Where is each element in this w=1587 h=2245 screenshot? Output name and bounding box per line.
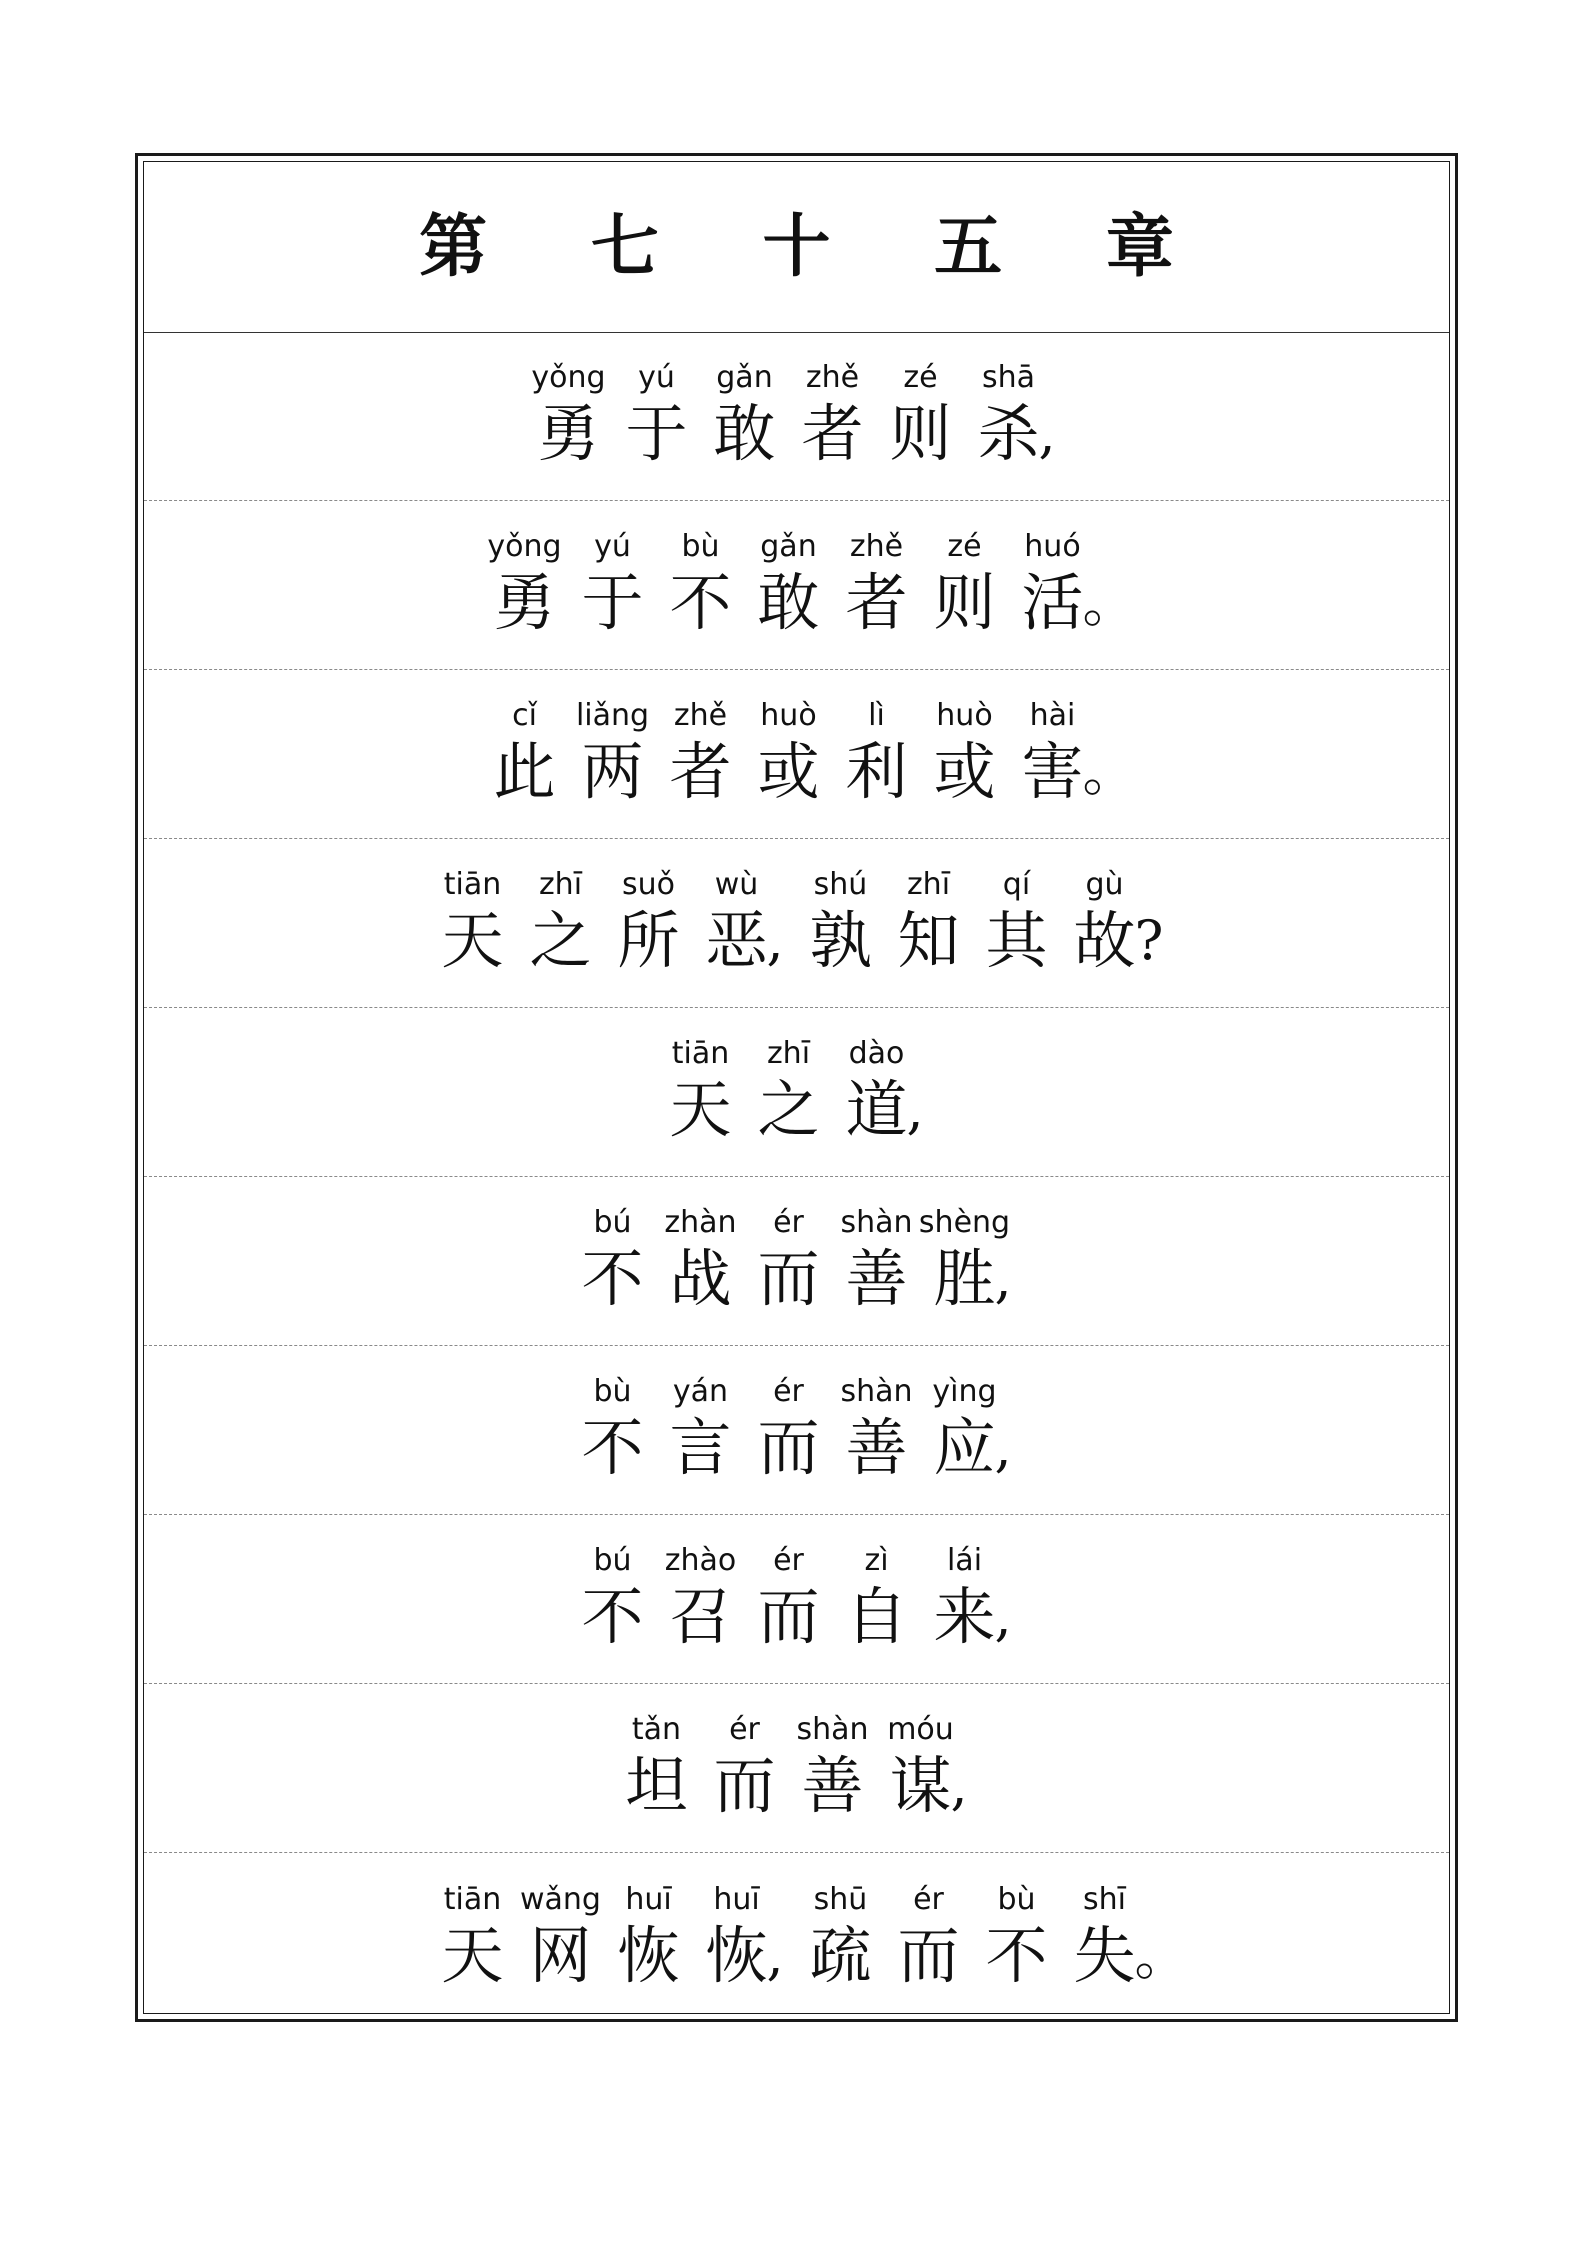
hanzi: 则 [933, 566, 996, 639]
hanzi: 其 [985, 904, 1048, 977]
hanzi: 不 [581, 1411, 644, 1484]
pinyin: huī [713, 1881, 760, 1917]
hanzi: 天 [441, 1918, 504, 1992]
hanzi: 言 [669, 1411, 732, 1484]
verse-row [144, 839, 1449, 1008]
punctuation: , [766, 1923, 784, 1987]
verse-line [569, 1543, 1025, 1655]
ruby-char [481, 698, 569, 810]
hanzi: 失 [1073, 1918, 1136, 1992]
ruby-char [517, 1882, 605, 1994]
verse-row [144, 501, 1449, 670]
ruby-char [613, 360, 701, 472]
hanzi: 此 [493, 735, 556, 808]
pinyin: shā [981, 360, 1036, 395]
hanzi: 善 [845, 1242, 908, 1315]
ruby-char [605, 867, 693, 979]
ruby-char [657, 698, 745, 810]
ruby-char [605, 1882, 693, 1994]
ruby-char [569, 1543, 657, 1655]
ruby-char [797, 867, 885, 979]
punctuation: , [950, 1754, 968, 1817]
hanzi: 不 [581, 1242, 644, 1315]
verse-line [429, 1881, 1189, 1994]
ruby-char [885, 867, 973, 979]
ruby-char [745, 1036, 833, 1148]
verse-row [144, 332, 1449, 501]
ruby-char [745, 1543, 833, 1655]
hanzi: 善 [845, 1411, 908, 1484]
punctuation: , [906, 1078, 924, 1141]
pinyin: zì [864, 1543, 889, 1578]
pinyin: zé [903, 360, 938, 395]
punctuation: , [1038, 402, 1056, 465]
pinyin: zhě [673, 698, 728, 733]
text-lines [144, 332, 1449, 2013]
ruby-char [657, 1205, 745, 1317]
verse-row [144, 670, 1449, 839]
pinyin: tǎn [631, 1712, 682, 1747]
ruby-char [569, 1205, 657, 1317]
pinyin: shū [813, 1881, 868, 1917]
pinyin: wù [714, 867, 759, 902]
hanzi: 害 [1021, 735, 1084, 808]
hanzi: 或 [757, 735, 820, 808]
verse-line [613, 1712, 981, 1824]
hanzi: 勇 [493, 566, 556, 639]
hanzi: 恢 [705, 1918, 768, 1992]
pinyin: ér [773, 1543, 804, 1578]
pinyin: lái [946, 1543, 983, 1578]
pinyin: suǒ [622, 867, 675, 902]
hanzi: 故 [1073, 904, 1136, 977]
pinyin: shī [1083, 1881, 1126, 1917]
pinyin: ér [729, 1712, 760, 1747]
pinyin: huò [936, 698, 993, 733]
hanzi: 恢 [617, 1918, 680, 1992]
pinyin: bù [681, 529, 720, 564]
hanzi: 召 [669, 1580, 732, 1653]
pinyin: zhào [664, 1543, 737, 1578]
hanzi: 者 [801, 397, 864, 470]
pinyin: gǎn [716, 360, 773, 395]
hanzi: 不 [669, 566, 732, 639]
pinyin: liǎng [575, 698, 650, 733]
pinyin: ér [913, 1881, 944, 1917]
ruby-char [613, 1712, 701, 1824]
hanzi: 而 [897, 1918, 960, 1992]
ruby-char [569, 1374, 657, 1486]
pinyin: bú [593, 1543, 632, 1578]
hanzi: 之 [757, 1073, 820, 1146]
pinyin: qí [1002, 867, 1031, 902]
hanzi: 活 [1021, 566, 1084, 639]
hanzi: 者 [669, 735, 732, 808]
ruby-char [885, 1882, 973, 1994]
pinyin: bù [997, 1881, 1036, 1917]
pinyin: huó [1024, 529, 1081, 564]
hanzi: 应 [933, 1411, 996, 1484]
punctuation: ? [1134, 909, 1164, 972]
ruby-char [745, 1205, 833, 1317]
ruby-char [973, 1882, 1061, 1994]
hanzi: 谋 [889, 1749, 952, 1822]
pinyin: yìng [932, 1374, 997, 1409]
punctuation: 。 [1134, 1923, 1189, 1987]
hanzi: 利 [845, 735, 908, 808]
hanzi: 敢 [713, 397, 776, 470]
verse-row [144, 1853, 1449, 2022]
pinyin: tiān [443, 1881, 502, 1917]
verse-line [569, 1374, 1025, 1486]
ruby-char [657, 1543, 745, 1655]
pinyin: zhě [849, 529, 904, 564]
ruby-char [517, 867, 605, 979]
hanzi: 不 [581, 1580, 644, 1653]
ruby-char [973, 867, 1061, 979]
ruby-char [481, 529, 569, 641]
ruby-char [797, 1882, 885, 1994]
punctuation: 。 [1082, 740, 1137, 803]
pinyin: zé [947, 529, 982, 564]
verse-line [481, 698, 1137, 810]
verse-line [525, 360, 1069, 472]
hanzi: 敢 [757, 566, 820, 639]
pinyin: zhī [906, 867, 951, 902]
verse-line [429, 867, 1165, 979]
hanzi: 而 [757, 1411, 820, 1484]
hanzi: 两 [581, 735, 644, 808]
hanzi: 之 [529, 904, 592, 977]
ruby-char [833, 698, 921, 810]
hanzi: 所 [617, 904, 680, 977]
hanzi: 者 [845, 566, 908, 639]
pinyin: gǎn [760, 529, 817, 564]
pinyin: gù [1085, 867, 1124, 902]
hanzi: 善 [801, 1749, 864, 1822]
hanzi: 坦 [625, 1749, 688, 1822]
verse-row [144, 1346, 1449, 1515]
title-row [144, 162, 1449, 333]
ruby-char [921, 529, 1009, 641]
verse-row [144, 1008, 1449, 1177]
pinyin: yán [672, 1374, 729, 1409]
verse-line [569, 1205, 1025, 1317]
pinyin: zhī [766, 1036, 811, 1071]
hanzi: 而 [757, 1580, 820, 1653]
pinyin: shèng [918, 1205, 1011, 1240]
punctuation: , [994, 1585, 1012, 1648]
pinyin: huī [625, 1881, 672, 1917]
hanzi: 于 [625, 397, 688, 470]
hanzi: 而 [757, 1242, 820, 1315]
hanzi: 来 [933, 1580, 996, 1653]
pinyin: dào [848, 1036, 905, 1071]
pinyin: zhī [538, 867, 583, 902]
ruby-char [701, 360, 789, 472]
pinyin: zhàn [664, 1205, 737, 1240]
hanzi: 网 [529, 1918, 592, 1992]
page-frame [135, 153, 1458, 2022]
ruby-char [657, 529, 745, 641]
ruby-char [429, 1882, 517, 1994]
ruby-char [569, 698, 657, 810]
ruby-char [745, 529, 833, 641]
verse-line [481, 529, 1137, 641]
pinyin: bù [593, 1374, 632, 1409]
pinyin: shàn [796, 1712, 869, 1747]
hanzi: 疏 [809, 1918, 872, 1992]
ruby-char [789, 1712, 877, 1824]
ruby-char [833, 529, 921, 641]
pinyin: yú [594, 529, 631, 564]
hanzi: 道 [845, 1073, 908, 1146]
hanzi: 或 [933, 735, 996, 808]
ruby-char [789, 360, 877, 472]
pinyin: yǒng [487, 529, 562, 564]
punctuation: , [994, 1416, 1012, 1479]
hanzi: 胜 [933, 1242, 996, 1315]
hanzi: 自 [845, 1580, 908, 1653]
pinyin: shàn [840, 1205, 913, 1240]
pinyin: tiān [443, 867, 502, 902]
ruby-char [569, 529, 657, 641]
pinyin: huò [760, 698, 817, 733]
ruby-char [701, 1712, 789, 1824]
hanzi: 恶 [705, 904, 768, 977]
pinyin: hài [1029, 698, 1076, 733]
page-frame-inner [143, 161, 1450, 2014]
hanzi: 则 [889, 397, 952, 470]
hanzi: 于 [581, 566, 644, 639]
hanzi: 不 [985, 1918, 1048, 1992]
pinyin: lì [868, 698, 885, 733]
ruby-char [877, 360, 965, 472]
chapter-title: 第 七 十 五 章 [419, 207, 1214, 287]
ruby-char [657, 1374, 745, 1486]
ruby-char [921, 698, 1009, 810]
hanzi: 杀 [977, 397, 1040, 470]
hanzi: 战 [669, 1242, 732, 1315]
pinyin: yú [638, 360, 675, 395]
punctuation: , [994, 1247, 1012, 1310]
pinyin: wǎng [520, 1881, 601, 1917]
ruby-char [525, 360, 613, 472]
punctuation: 。 [1082, 571, 1137, 634]
pinyin: shú [813, 867, 868, 902]
verse-row [144, 1177, 1449, 1346]
verse-row [144, 1684, 1449, 1853]
pinyin: móu [887, 1712, 954, 1747]
ruby-char [429, 867, 517, 979]
hanzi: 勇 [537, 397, 600, 470]
pinyin: yǒng [531, 360, 606, 395]
pinyin: ér [773, 1374, 804, 1409]
hanzi: 天 [669, 1073, 732, 1146]
pinyin: tiān [671, 1036, 730, 1071]
ruby-char [657, 1036, 745, 1148]
hanzi: 而 [713, 1749, 776, 1822]
hanzi: 天 [441, 904, 504, 977]
ruby-char [745, 698, 833, 810]
pinyin: ér [773, 1205, 804, 1240]
ruby-char [745, 1374, 833, 1486]
verse-row [144, 1515, 1449, 1684]
ruby-char [833, 1543, 921, 1655]
pinyin: bú [593, 1205, 632, 1240]
verse-line [657, 1036, 937, 1148]
pinyin: shàn [840, 1374, 913, 1409]
ruby-char [833, 1205, 921, 1317]
hanzi: 孰 [809, 904, 872, 977]
pinyin: zhě [805, 360, 860, 395]
punctuation: , [766, 909, 784, 972]
ruby-char [833, 1374, 921, 1486]
hanzi: 知 [897, 904, 960, 977]
pinyin: cǐ [512, 698, 537, 733]
